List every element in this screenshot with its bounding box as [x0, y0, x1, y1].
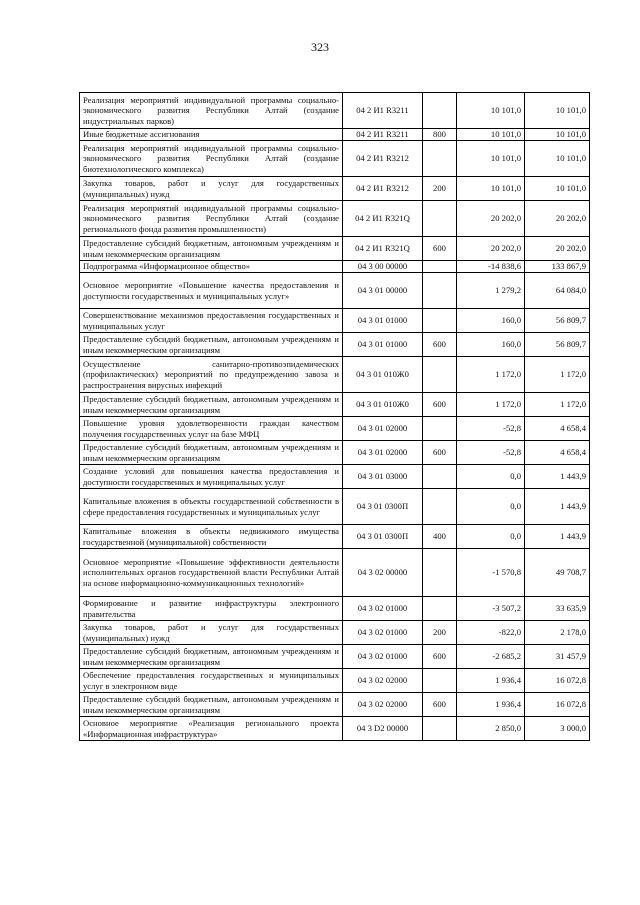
- table-row: [80, 201, 590, 237]
- row-name: Предоставление субсидий бюджетным, автономным учреждениям и иным некоммерческим организациям: [80, 693, 343, 717]
- row-amount-change: 0,0: [457, 489, 525, 525]
- row-amount-total: 33 635,9: [525, 597, 590, 621]
- budget-table: [79, 92, 590, 741]
- row-code: 04 3 02 02000: [343, 693, 423, 717]
- row-code: 04 3 01 010Ж0: [343, 393, 423, 417]
- row-amount-change: 20 202,0: [457, 237, 525, 261]
- row-amount-change: -2 685,2: [457, 645, 525, 669]
- table-row: [80, 129, 590, 141]
- row-amount-total: 10 101,0: [525, 93, 590, 129]
- row-amount-change: 0,0: [457, 465, 525, 489]
- row-amount-change: 2 850,0: [457, 717, 525, 741]
- row-code: 04 3 02 01000: [343, 621, 423, 645]
- row-vr: [423, 273, 457, 309]
- row-name: Реализация мероприятий индивидуальной программы социально-экономического развития Республики Алтай (создание регионального фонда развития промышленности): [80, 201, 343, 237]
- row-code: 04 3 01 03000: [343, 465, 423, 489]
- row-code: 04 3 00 00000: [343, 261, 423, 273]
- row-amount-change: 160,0: [457, 309, 525, 333]
- row-name: Совершенствование механизмов предоставления государственных и муниципальных услуг: [80, 309, 343, 333]
- row-amount-change: -52,8: [457, 417, 525, 441]
- row-name: Закупка товаров, работ и услуг для государственных (муниципальных) нужд: [80, 621, 343, 645]
- table-row: [80, 525, 590, 549]
- row-amount-change: -3 507,2: [457, 597, 525, 621]
- row-vr: [423, 261, 457, 273]
- row-vr: 400: [423, 525, 457, 549]
- row-amount-total: 1 172,0: [525, 393, 590, 417]
- row-amount-change: 1 172,0: [457, 357, 525, 393]
- row-amount-total: 20 202,0: [525, 201, 590, 237]
- row-amount-total: 31 457,9: [525, 645, 590, 669]
- budget-table-body: [80, 93, 590, 741]
- table-row: [80, 141, 590, 177]
- row-amount-change: 20 202,0: [457, 201, 525, 237]
- row-code: 04 2 И1 R3212: [343, 177, 423, 201]
- row-amount-total: 16 072,8: [525, 669, 590, 693]
- row-vr: [423, 549, 457, 597]
- table-row: [80, 93, 590, 129]
- row-amount-change: 10 101,0: [457, 141, 525, 177]
- row-code: 04 3 01 00000: [343, 273, 423, 309]
- row-vr: [423, 489, 457, 525]
- row-name: Основное мероприятие «Повышение эффективности деятельности исполнительных органов государственной власти Республики Алтай на основе информационно-коммуникационных технологий»: [80, 549, 343, 597]
- table-row: [80, 597, 590, 621]
- row-name: Реализация мероприятий индивидуальной программы социально-экономического развития Республики Алтай (создание биотехнологического комплекса): [80, 141, 343, 177]
- row-vr: [423, 93, 457, 129]
- row-code: 04 3 01 01000: [343, 333, 423, 357]
- row-amount-total: 1 172,0: [525, 357, 590, 393]
- row-vr: [423, 141, 457, 177]
- row-amount-total: 4 658,4: [525, 417, 590, 441]
- row-amount-change: 1 936,4: [457, 669, 525, 693]
- row-vr: 200: [423, 621, 457, 645]
- table-row: [80, 717, 590, 741]
- row-name: Закупка товаров, работ и услуг для государственных (муниципальных) нужд: [80, 177, 343, 201]
- row-amount-change: -52,8: [457, 441, 525, 465]
- row-amount-change: 160,0: [457, 333, 525, 357]
- table-row: [80, 357, 590, 393]
- row-code: 04 2 И1 R3212: [343, 141, 423, 177]
- row-amount-change: 1 172,0: [457, 393, 525, 417]
- row-vr: [423, 201, 457, 237]
- page-number: 323: [311, 40, 329, 54]
- row-name: Предоставление субсидий бюджетным, автономным учреждениям и иным некоммерческим организациям: [80, 441, 343, 465]
- row-amount-total: 20 202,0: [525, 237, 590, 261]
- row-vr: [423, 357, 457, 393]
- row-vr: 200: [423, 177, 457, 201]
- table-row: [80, 393, 590, 417]
- table-row: [80, 441, 590, 465]
- row-code: 04 3 01 0300П: [343, 525, 423, 549]
- table-row: [80, 309, 590, 333]
- row-amount-total: 1 443,9: [525, 465, 590, 489]
- row-code: 04 2 И1 R321Q: [343, 201, 423, 237]
- table-row: [80, 261, 590, 273]
- row-amount-total: 16 072,8: [525, 693, 590, 717]
- table-row: [80, 621, 590, 645]
- row-name: Предоставление субсидий бюджетным, автономным учреждениям и иным некоммерческим организациям: [80, 645, 343, 669]
- row-name: Подпрограмма «Информационное общество»: [80, 261, 343, 273]
- row-code: 04 3 01 01000: [343, 309, 423, 333]
- row-amount-total: 10 101,0: [525, 141, 590, 177]
- row-amount-change: -14 838,6: [457, 261, 525, 273]
- row-amount-total: 1 443,9: [525, 525, 590, 549]
- row-vr: 600: [423, 393, 457, 417]
- row-code: 04 3 02 02000: [343, 669, 423, 693]
- row-amount-change: -822,0: [457, 621, 525, 645]
- table-row: [80, 237, 590, 261]
- row-code: 04 3 D2 00000: [343, 717, 423, 741]
- row-name: Создание условий для повышения качества предоставления и доступности государственных и муниципальных услуг: [80, 465, 343, 489]
- row-name: Формирование и развитие инфраструктуры электронного правительства: [80, 597, 343, 621]
- row-vr: [423, 669, 457, 693]
- table-row: [80, 693, 590, 717]
- row-amount-total: 133 867,9: [525, 261, 590, 273]
- row-name: Повышение уровня удовлетворенности граждан качеством получения государственных услуг на базе МФЦ: [80, 417, 343, 441]
- row-amount-total: 49 708,7: [525, 549, 590, 597]
- row-amount-total: 1 443,9: [525, 489, 590, 525]
- table-row: [80, 177, 590, 201]
- row-code: 04 2 И1 R321Q: [343, 237, 423, 261]
- row-name: Осуществление санитарно-противоэпидемических (профилактических) мероприятий по предупреждению завоза и распространения вирусных инфекций: [80, 357, 343, 393]
- row-vr: [423, 717, 457, 741]
- row-amount-total: 56 809,7: [525, 333, 590, 357]
- row-vr: 800: [423, 129, 457, 141]
- row-amount-change: 1 936,4: [457, 693, 525, 717]
- row-name: Предоставление субсидий бюджетным, автономным учреждениям и иным некоммерческим организациям: [80, 237, 343, 261]
- row-amount-change: 10 101,0: [457, 177, 525, 201]
- row-amount-change: 10 101,0: [457, 129, 525, 141]
- row-amount-total: 64 084,0: [525, 273, 590, 309]
- row-name: Основное мероприятие «Повышение качества предоставления и доступности государственных и муниципальных услуг»: [80, 273, 343, 309]
- row-code: 04 3 01 010Ж0: [343, 357, 423, 393]
- row-amount-total: 10 101,0: [525, 129, 590, 141]
- table-row: [80, 645, 590, 669]
- row-name: Предоставление субсидий бюджетным, автономным учреждениям и иным некоммерческим организациям: [80, 393, 343, 417]
- table-row: [80, 669, 590, 693]
- row-vr: [423, 465, 457, 489]
- row-vr: 600: [423, 441, 457, 465]
- row-vr: 600: [423, 333, 457, 357]
- row-vr: [423, 309, 457, 333]
- row-vr: 600: [423, 645, 457, 669]
- row-name: Обеспечение предоставления государственных и муниципальных услуг в электронном виде: [80, 669, 343, 693]
- row-amount-change: -1 570,8: [457, 549, 525, 597]
- table-row: [80, 273, 590, 309]
- row-code: 04 3 02 01000: [343, 645, 423, 669]
- row-name: Основное мероприятие «Реализация регионального проекта «Информационная инфраструктура»: [80, 717, 343, 741]
- row-amount-change: 10 101,0: [457, 93, 525, 129]
- row-code: 04 3 02 00000: [343, 549, 423, 597]
- row-amount-change: 0,0: [457, 525, 525, 549]
- table-row: [80, 549, 590, 597]
- row-name: Реализация мероприятий индивидуальной программы социально-экономического развития Республики Алтай (создание индустриальных парков): [80, 93, 343, 129]
- row-vr: [423, 597, 457, 621]
- row-code: 04 2 И1 R3211: [343, 93, 423, 129]
- row-name: Капитальные вложения в объекты государственной собственности в сфере предоставления государственных и муниципальных услуг: [80, 489, 343, 525]
- row-name: Иные бюджетные ассигнования: [80, 129, 343, 141]
- row-code: 04 2 И1 R3211: [343, 129, 423, 141]
- table-row: [80, 465, 590, 489]
- row-amount-total: 2 178,0: [525, 621, 590, 645]
- row-vr: 600: [423, 693, 457, 717]
- row-amount-total: 10 101,0: [525, 177, 590, 201]
- table-row: [80, 333, 590, 357]
- row-amount-total: 4 658,4: [525, 441, 590, 465]
- row-code: 04 3 02 01000: [343, 597, 423, 621]
- row-code: 04 3 01 0300П: [343, 489, 423, 525]
- table-row: [80, 489, 590, 525]
- row-amount-total: 56 809,7: [525, 309, 590, 333]
- row-name: Капитальные вложения в объекты недвижимого имущества государственной (муниципальной) собственности: [80, 525, 343, 549]
- row-amount-total: 3 000,0: [525, 717, 590, 741]
- row-name: Предоставление субсидий бюджетным, автономным учреждениям и иным некоммерческим организациям: [80, 333, 343, 357]
- table-row: [80, 417, 590, 441]
- row-amount-change: 1 279,2: [457, 273, 525, 309]
- row-vr: [423, 417, 457, 441]
- row-code: 04 3 01 02000: [343, 417, 423, 441]
- row-vr: 600: [423, 237, 457, 261]
- row-code: 04 3 01 02000: [343, 441, 423, 465]
